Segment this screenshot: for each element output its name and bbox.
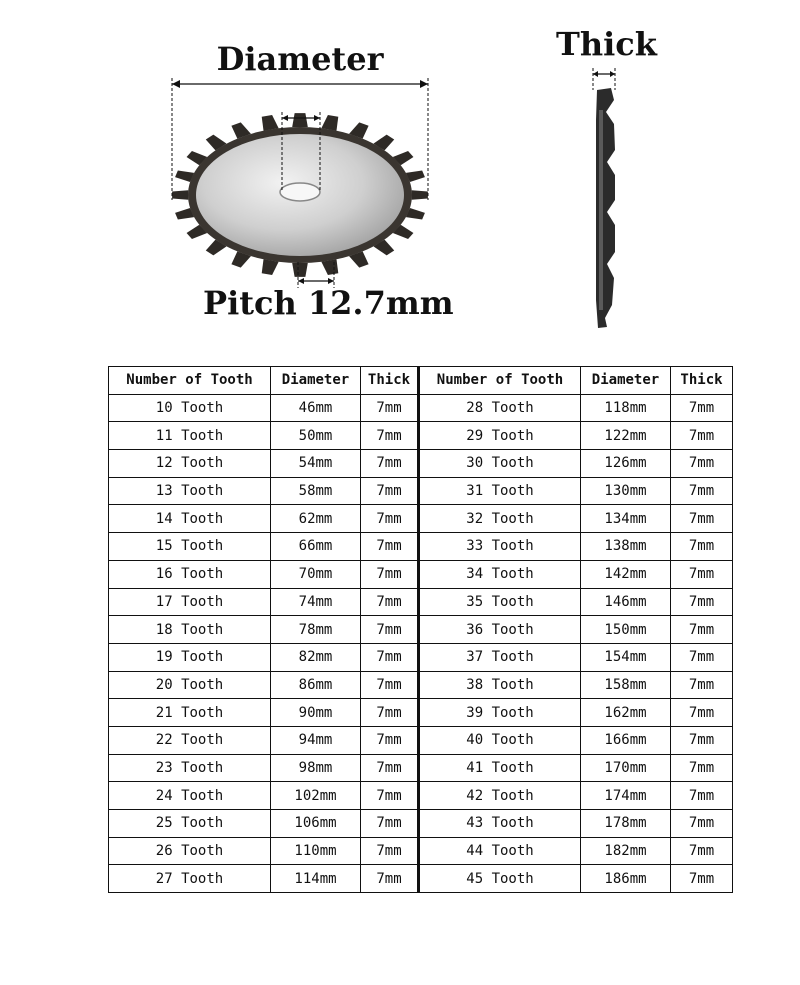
table-row [109,837,733,865]
table-row [109,477,733,505]
sprocket-tooth [292,113,308,127]
table-row [109,810,733,838]
tooth-count-cell: 44 Tooth [419,837,581,865]
thick-cell: 7mm [671,699,733,727]
tooth-count-cell: 18 Tooth [109,616,271,644]
diameter-cell: 90mm [271,699,361,727]
sprocket-tooth [292,263,308,277]
thick-cell: 7mm [671,588,733,616]
tooth-count-cell: 43 Tooth [419,810,581,838]
sprocket-tooth [321,259,338,275]
tooth-count-cell: 23 Tooth [109,754,271,782]
diameter-cell: 94mm [271,726,361,754]
diameter-cell: 58mm [271,477,361,505]
thick-cell: 7mm [361,588,419,616]
thick-cell: 7mm [361,754,419,782]
diameter-cell: 98mm [271,754,361,782]
header-thick: Thick [361,367,419,395]
diameter-label: Diameter [216,40,384,78]
tooth-count-cell: 36 Tooth [419,616,581,644]
diameter-cell: 170mm [581,754,671,782]
tooth-count-cell: 32 Tooth [419,505,581,533]
thick-cell: 7mm [361,865,419,893]
thick-cell: 7mm [671,422,733,450]
diameter-cell: 102mm [271,782,361,810]
thick-cell: 7mm [361,699,419,727]
diameter-cell: 166mm [581,726,671,754]
tooth-count-cell: 24 Tooth [109,782,271,810]
tooth-count-cell: 19 Tooth [109,643,271,671]
thick-cell: 7mm [361,671,419,699]
sprocket-tooth [172,190,188,200]
thick-cell: 7mm [671,477,733,505]
tooth-count-cell: 40 Tooth [419,726,581,754]
tooth-count-cell: 27 Tooth [109,865,271,893]
thick-cell: 7mm [671,505,733,533]
thick-cell: 7mm [361,450,419,478]
tooth-count-cell: 14 Tooth [109,505,271,533]
sprocket-bore [280,183,320,201]
tooth-count-cell: 35 Tooth [419,588,581,616]
thick-cell: 7mm [361,616,419,644]
diameter-cell: 186mm [581,865,671,893]
tooth-count-cell: 12 Tooth [109,450,271,478]
diameter-cell: 158mm [581,671,671,699]
tooth-count-cell: 31 Tooth [419,477,581,505]
thick-cell: 7mm [671,450,733,478]
tooth-count-cell: 39 Tooth [419,699,581,727]
tooth-count-cell: 45 Tooth [419,865,581,893]
thick-cell: 7mm [671,643,733,671]
diameter-cell: 162mm [581,699,671,727]
diameter-cell: 62mm [271,505,361,533]
header-number-of-tooth: Number of Tooth [109,367,271,395]
header-diameter-2: Diameter [581,367,671,395]
thick-cell: 7mm [361,560,419,588]
thick-cell: 7mm [671,865,733,893]
tooth-count-cell: 10 Tooth [109,394,271,422]
table-row [109,505,733,533]
diameter-cell: 154mm [581,643,671,671]
sprocket-front-view [150,70,450,300]
tooth-count-cell: 21 Tooth [109,699,271,727]
diameter-cell: 110mm [271,837,361,865]
table-row [109,560,733,588]
diameter-cell: 174mm [581,782,671,810]
tooth-count-cell: 38 Tooth [419,671,581,699]
diameter-cell: 54mm [271,450,361,478]
tooth-count-cell: 28 Tooth [419,394,581,422]
diameter-cell: 46mm [271,394,361,422]
tooth-count-cell: 15 Tooth [109,533,271,561]
thick-cell: 7mm [361,726,419,754]
diameter-cell: 86mm [271,671,361,699]
sprocket-profile-highlight [599,110,603,310]
diameter-cell: 142mm [581,560,671,588]
sprocket-side-view [575,60,635,340]
sprocket-tooth [321,115,338,131]
tooth-count-cell: 22 Tooth [109,726,271,754]
diameter-cell: 118mm [581,394,671,422]
diameter-cell: 50mm [271,422,361,450]
thick-cell: 7mm [671,782,733,810]
tooth-count-cell: 20 Tooth [109,671,271,699]
diameter-cell: 150mm [581,616,671,644]
thick-cell: 7mm [361,533,419,561]
thick-cell: 7mm [671,837,733,865]
diameter-cell: 74mm [271,588,361,616]
table-row [109,699,733,727]
thick-label: Thick [556,25,657,63]
thick-cell: 7mm [361,394,419,422]
diameter-cell: 126mm [581,450,671,478]
thick-cell: 7mm [671,616,733,644]
diameter-cell: 78mm [271,616,361,644]
header-number-of-tooth-2: Number of Tooth [419,367,581,395]
sprocket-tooth [262,259,279,275]
thick-cell: 7mm [361,810,419,838]
table-row [109,671,733,699]
tooth-count-cell: 11 Tooth [109,422,271,450]
thick-cell: 7mm [671,810,733,838]
table-row [109,533,733,561]
header-thick-2: Thick [671,367,733,395]
table-row [109,616,733,644]
tooth-count-cell: 37 Tooth [419,643,581,671]
diameter-cell: 138mm [581,533,671,561]
thick-cell: 7mm [361,643,419,671]
table-header-row [109,367,733,395]
diameter-cell: 122mm [581,422,671,450]
diameter-cell: 182mm [581,837,671,865]
table-row [109,422,733,450]
diameter-cell: 146mm [581,588,671,616]
table-row [109,394,733,422]
tooth-count-cell: 17 Tooth [109,588,271,616]
tooth-count-cell: 13 Tooth [109,477,271,505]
diameter-cell: 106mm [271,810,361,838]
diameter-cell: 130mm [581,477,671,505]
table-row [109,865,733,893]
diameter-cell: 178mm [581,810,671,838]
sprocket-tooth [262,115,279,131]
thickness-dimension-line [593,68,615,90]
header-diameter: Diameter [271,367,361,395]
thick-cell: 7mm [671,754,733,782]
tooth-count-cell: 30 Tooth [419,450,581,478]
tooth-count-cell: 33 Tooth [419,533,581,561]
thick-cell: 7mm [361,837,419,865]
thick-cell: 7mm [361,477,419,505]
table-row [109,643,733,671]
thick-cell: 7mm [671,533,733,561]
table-row [109,754,733,782]
tooth-count-cell: 25 Tooth [109,810,271,838]
thick-cell: 7mm [671,671,733,699]
diameter-cell: 114mm [271,865,361,893]
tooth-count-cell: 16 Tooth [109,560,271,588]
sprocket-tooth [412,190,428,200]
tooth-count-cell: 41 Tooth [419,754,581,782]
thick-cell: 7mm [671,394,733,422]
tooth-count-cell: 29 Tooth [419,422,581,450]
thick-cell: 7mm [361,422,419,450]
pitch-label: Pitch 12.7mm [203,284,454,322]
thick-cell: 7mm [671,560,733,588]
diameter-cell: 134mm [581,505,671,533]
thick-cell: 7mm [671,726,733,754]
tooth-count-cell: 26 Tooth [109,837,271,865]
tooth-count-cell: 34 Tooth [419,560,581,588]
table-row [109,782,733,810]
table-row [109,588,733,616]
table-row [109,726,733,754]
thick-cell: 7mm [361,782,419,810]
sprocket-profile [596,88,615,328]
diameter-cell: 70mm [271,560,361,588]
diameter-cell: 82mm [271,643,361,671]
tooth-count-cell: 42 Tooth [419,782,581,810]
thick-cell: 7mm [361,505,419,533]
diameter-cell: 66mm [271,533,361,561]
specification-table [108,366,733,893]
table-row [109,450,733,478]
